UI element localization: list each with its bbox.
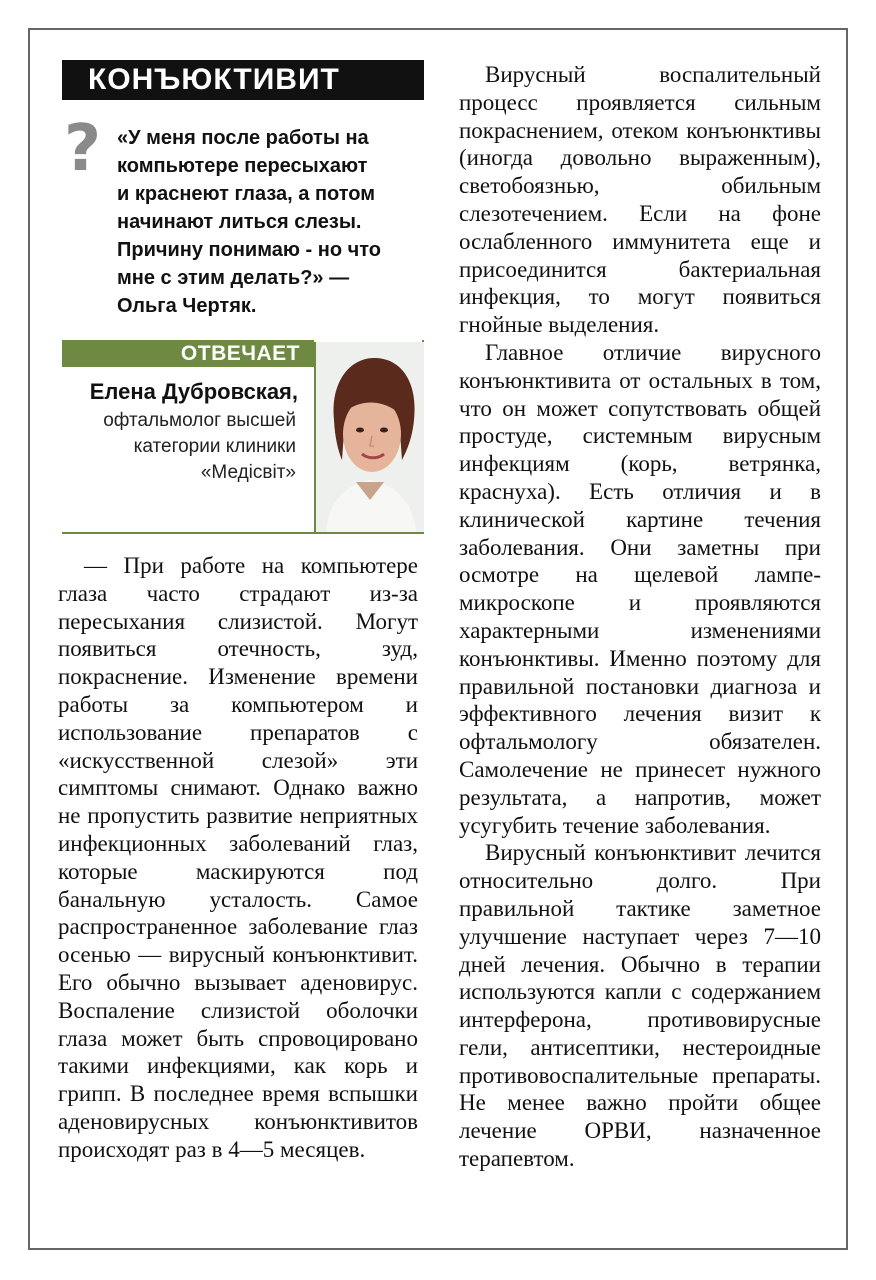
article-headline: КОНЪЮКТИВИТ (88, 63, 340, 96)
article-paragraph: — При работе на компьютере глаза часто страдают из-за пересыхания слизистой. Могут появиться отечность, зуд, покраснение. Изменение времени работы за компьютером и использование препаратов с «искусственной слезой» эти симптомы снимают. Однако важно не пропустить развитие неприятных инфекционных заболеваний глаз, которые маскируются под банальную усталость. Самое распространенное заболевание глаз осенью — вирусный конъюнктивит. Его обычно вызывает аденовирус. Воспаление слизистой оболочки глаза может быть спровоцировано такими инфекциями, как корь и грипп. В последнее время вспышки аденовирусных конъюнктивитов происходят раз в 4—5 месяцев. (58, 553, 418, 1162)
reader-question: «У меня после работы на компьютере пересыхают и краснеют глаза, а потом начинают литься слезы. Причину понимаю - но что мне с этим делать?» — Ольга Чертяк. (117, 127, 381, 317)
expert-title: офтальмолог высшей категории клиники «Медісвіт» (103, 410, 296, 483)
answers-label: ОТВЕЧАЕТ (180, 342, 300, 365)
article-column-right (459, 61, 821, 1173)
article-paragraph: Главное отличие вирусного конъюнктивита от остальных в том, что он может сопутствовать общей простуде, системным вирусным инфекциям (корь, ветрянка, краснуха). Есть отличия и в клинической картине течения заболевания. Они заметны при осмотре на щелевой лампе-микроскопе и проявляются характерными изменениями конъюнктивы. Именно поэтому для правильной постановки диагноза и эффективного лечения визит к офтальмологу обязателен. Самолечение не принесет нужного результата, а напротив, может усугубить течение заболевания. (459, 339, 821, 838)
expert-name: Елена Дубровская, (89, 379, 298, 404)
article-paragraph: Вирусный воспалительный процесс проявляется сильным покраснением, отеком конъюнктивы (иногда довольно выраженным), светобоязнью, обильным слезотечением. Если на фоне ослабленного иммунитета еще и присоединится бактериальная инфекция, то могут появиться гнойные выделения. (459, 62, 821, 338)
article-paragraph: Вирусный конъюнктивит лечится относительно долго. При правильной тактике заметное улучшение наступает через 7—10 дней лечения. Обычно в терапии используются капли с содержанием интерферона, противовирусные гели, антисептики, нестероидные противовоспалительные препараты. Не менее важно пройти общее лечение ОРВИ, назначенное терапевтом. (459, 840, 821, 1172)
question-mark-icon: ? (64, 112, 102, 186)
article-column-left (58, 552, 418, 1164)
expert-portrait-image (316, 342, 424, 532)
expert-photo (314, 342, 424, 532)
